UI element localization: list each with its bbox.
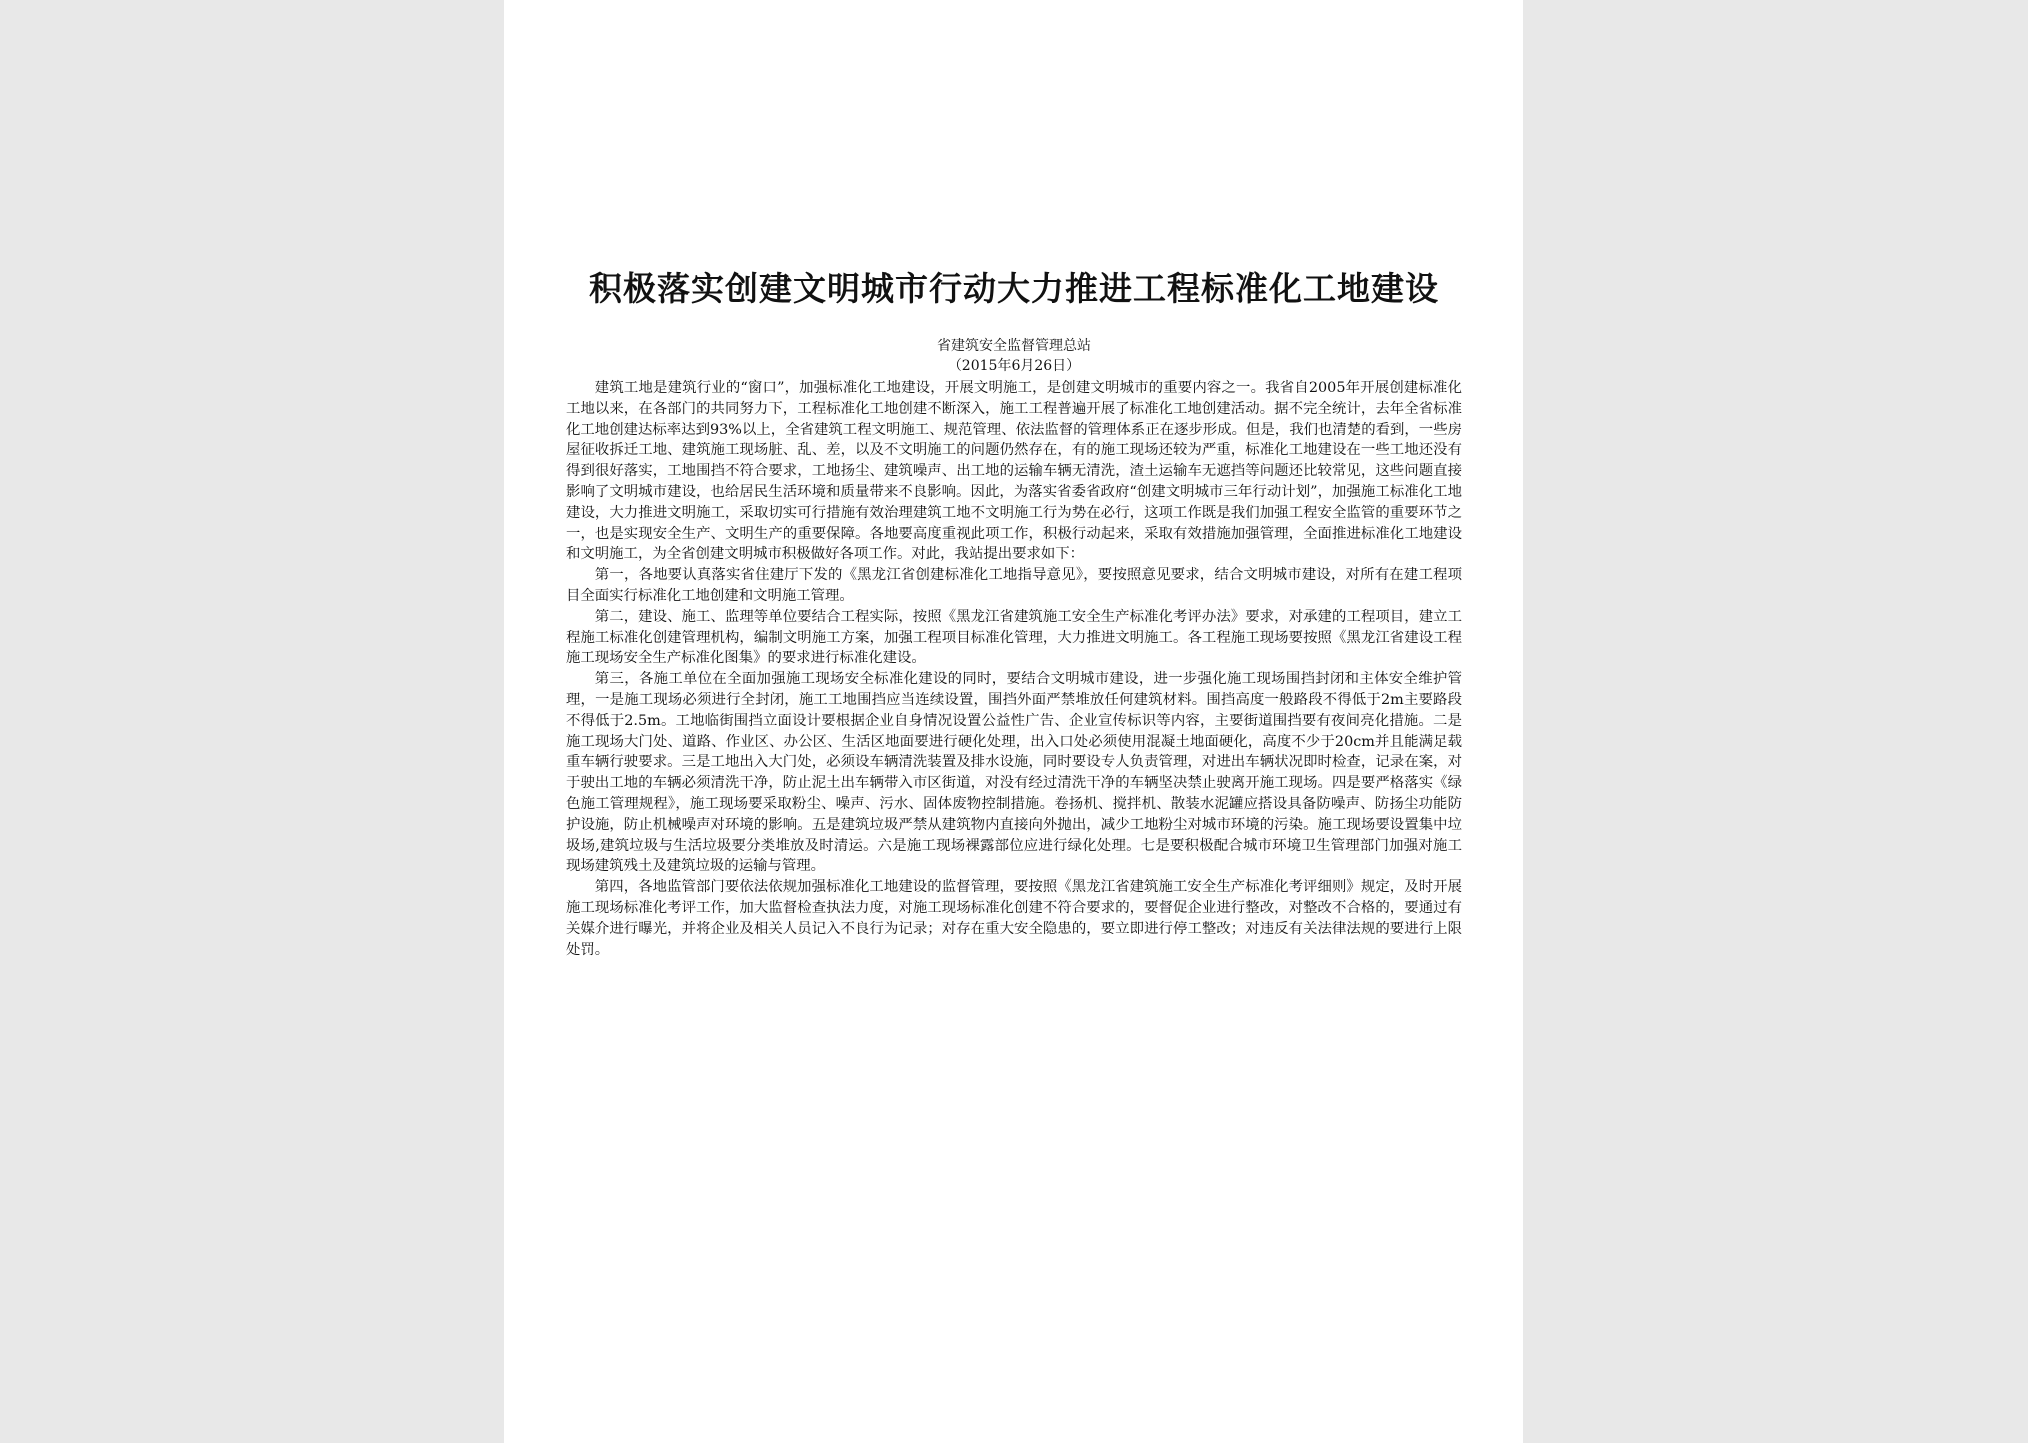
document-content <box>566 268 1462 960</box>
document-page <box>504 0 1523 1443</box>
paragraph: 第一，各地要认真落实省住建厅下发的《黑龙江省创建标准化工地指导意见》，要按照意见要求，结合文明城市建设，对所有在建工程项目全面实行标准化工地创建和文明施工管理。 <box>566 567 1462 604</box>
document-body <box>566 378 1462 960</box>
paragraph: 第三，各施工单位在全面加强施工现场安全标准化建设的同时，要结合文明城市建设，进一步强化施工现场围挡封闭和主体安全维护管理，一是施工现场必须进行全封闭，施工工地围挡应当连续设置，围挡外面严禁堆放任何建筑材料。围挡高度一般路段不得低于2m主要路段不得低于2.5m。工地临街围挡立面设计要根据企业自身情况设置公益性广告、企业宣传标识等内容，主要街道围挡要有夜间亮化措施。二是施工现场大门处、道路、作业区、办公区、生活区地面要进行硬化处理，出入口处必须使用混凝土地面硬化，高度不少于20cm并且能满足载重车辆行驶要求。三是工地出入大门处，必须设车辆清洗装置及排水设施，同时要设专人负责管理，对进出车辆状况即时检查，记录在案，对于驶出工地的车辆必须清洗干净，防止泥土出车辆带入市区街道，对没有经过清洗干净的车辆坚决禁止驶离开施工现场。四是要严格落实《绿色施工管理规程》，施工现场要采取粉尘、噪声、污水、固体废物控制措施。卷扬机、搅拌机、散装水泥罐应搭设具备防噪声、防扬尘功能防护设施，防止机械噪声对环境的影响。五是建筑垃圾严禁从建筑物内直接向外抛出，减少工地粉尘对城市环境的污染。施工现场要设置集中垃圾场,建筑垃圾与生活垃圾要分类堆放及时清运。六是施工现场裸露部位应进行绿化处理。七是要积极配合城市环境卫生管理部门加强对施工现场建筑残土及建筑垃圾的运输与管理。 <box>566 671 1462 875</box>
paragraph: 第四，各地监管部门要依法依规加强标准化工地建设的监督管理，要按照《黑龙江省建筑施工安全生产标准化考评细则》规定，及时开展施工现场标准化考评工作，加大监督检查执法力度，对施工现场标准化创建不符合要求的，要督促企业进行整改，对整改不合格的，要通过有关媒介进行曝光，并将企业及相关人员记入不良行为记录；对存在重大安全隐患的，要立即进行停工整改；对违反有关法律法规的要进行上限处罚。 <box>566 879 1462 958</box>
document-author: 省建筑安全监督管理总站 <box>937 338 1091 354</box>
paragraph: 第二，建设、施工、监理等单位要结合工程实际，按照《黑龙江省建筑施工安全生产标准化考评办法》要求，对承建的工程项目，建立工程施工标准化创建管理机构，编制文明施工方案，加强工程项目标准化管理，大力推进文明施工。各工程施工现场要按照《黑龙江省建设工程施工现场安全生产标准化图集》的要求进行标准化建设。 <box>566 608 1462 667</box>
document-title: 积极落实创建文明城市行动大力推进工程标准化工地建设 <box>589 269 1439 308</box>
paragraph: 建筑工地是建筑行业的“窗口”，加强标准化工地建设，开展文明施工，是创建文明城市的重要内容之一。我省自2005年开展创建标准化工地以来，在各部门的共同努力下，工程标准化工地创建不断深入，施工工程普遍开展了标准化工地创建活动。据不完全统计，去年全省标准化工地创建达标率达到93%以上，全省建筑工程文明施工、规范管理、依法监督的管理体系正在逐步形成。但是，我们也清楚的看到，一些房屋征收拆迁工地、建筑施工现场脏、乱、差，以及不文明施工的问题仍然存在，有的施工现场还较为严重，标准化工地建设在一些工地还没有得到很好落实，工地围挡不符合要求，工地扬尘、建筑噪声、出工地的运输车辆无清洗，渣土运输车无遮挡等问题还比较常见，这些问题直接影响了文明城市建设，也给居民生活环境和质量带来不良影响。因此，为落实省委省政府“创建文明城市三年行动计划”，加强施工标准化工地建设，大力推进文明施工，采取切实可行措施有效治理建筑工地不文明施工行为势在必行，这项工作既是我们加强工程安全监管的重要环节之一，也是实现安全生产、文明生产的重要保障。各地要高度重视此项工作，积极行动起来，采取有效措施加强管理，全面推进标准化工地建设和文明施工，为全省创建文明城市积极做好各项工作。对此，我站提出要求如下： <box>566 380 1462 563</box>
document-date: （2015年6月26日） <box>947 358 1081 374</box>
